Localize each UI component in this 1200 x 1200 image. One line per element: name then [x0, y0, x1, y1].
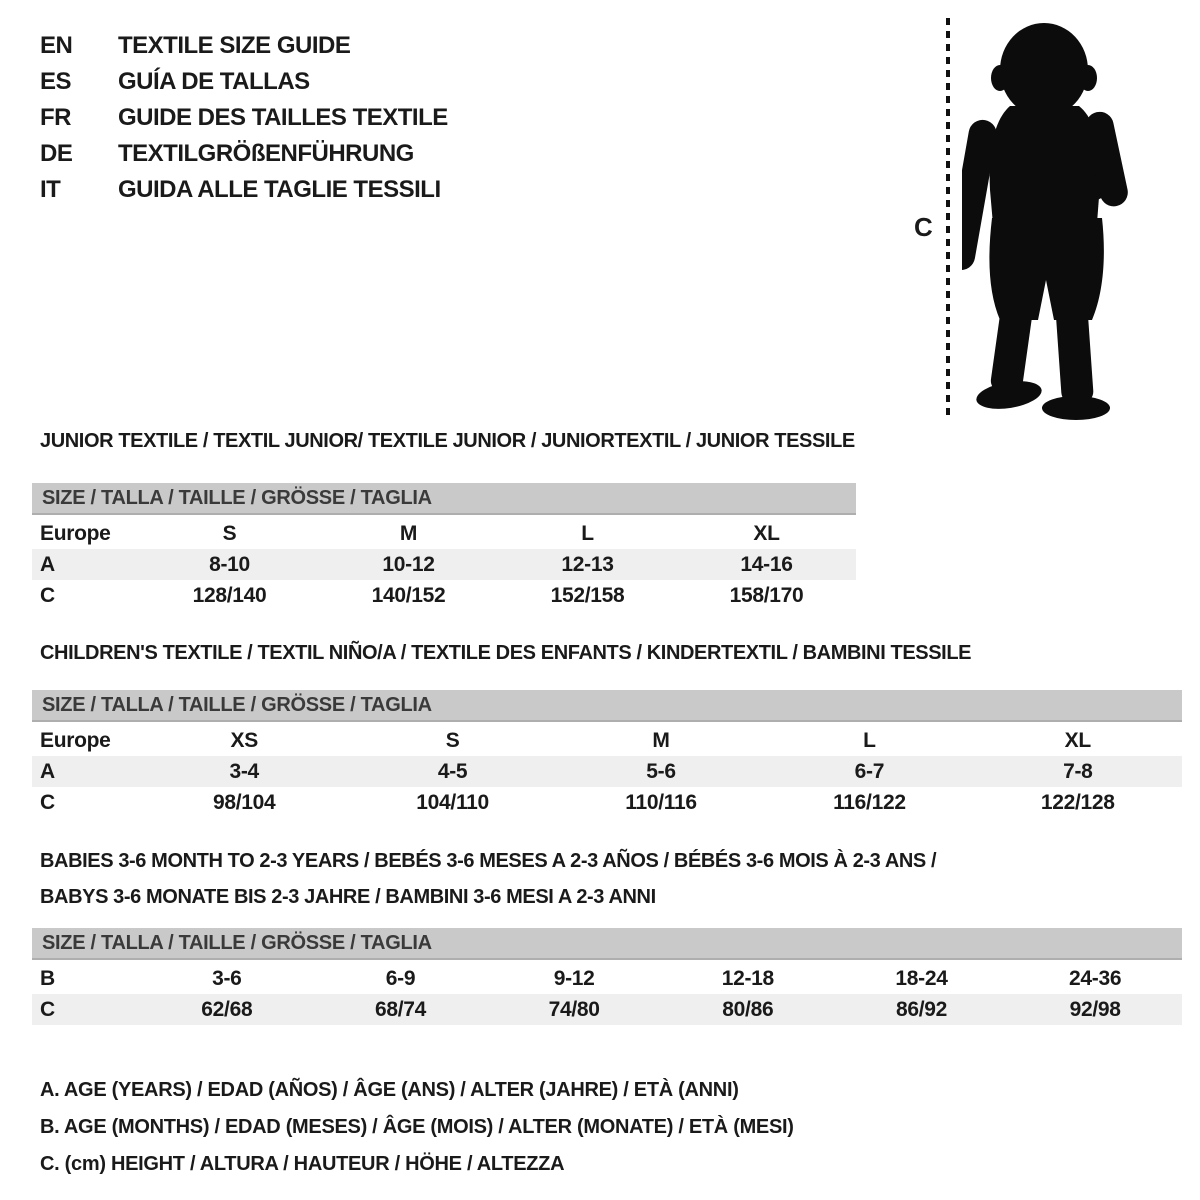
- language-code: FR: [40, 104, 71, 131]
- size-banner: SIZE / TALLA / TAILLE / GRÖSSE / TAGLIA: [32, 928, 1182, 960]
- table-cell: 6-7: [854, 759, 885, 783]
- table-cell: 3-6: [212, 966, 242, 990]
- table-row: [32, 549, 856, 580]
- table-row: [32, 580, 856, 611]
- language-row: [40, 64, 448, 100]
- table-cell: 62/68: [201, 997, 253, 1021]
- language-code: DE: [40, 140, 73, 167]
- height-measure-dashed-line: [946, 18, 950, 418]
- row-label: Europe: [40, 521, 111, 545]
- table-cell: 7-8: [1063, 759, 1093, 783]
- table-cell: 12-13: [561, 552, 614, 576]
- size-banner: SIZE / TALLA / TAILLE / GRÖSSE / TAGLIA: [32, 690, 1182, 722]
- junior-size-table: [32, 483, 856, 611]
- junior-section-title: JUNIOR TEXTILE / TEXTIL JUNIOR/ TEXTILE JUNIOR / JUNIORTEXTIL / JUNIOR TESSILE: [40, 430, 855, 452]
- table-cell: XS: [230, 728, 258, 752]
- table-cell: S: [445, 728, 460, 752]
- table-cell: 68/74: [374, 997, 427, 1021]
- table-cell: 5-6: [646, 759, 676, 783]
- table-row: [32, 787, 1182, 818]
- table-cell: 104/110: [416, 790, 489, 814]
- table-cell: 80/86: [722, 997, 774, 1021]
- table-cell: L: [863, 728, 876, 752]
- language-title: TEXTILE SIZE GUIDE: [118, 32, 351, 59]
- table-cell: 14-16: [740, 552, 793, 576]
- children-section-title: CHILDREN'S TEXTILE / TEXTIL NIÑO/A / TEXTILE DES ENFANTS / KINDERTEXTIL / BAMBINI TESSILE: [40, 642, 972, 664]
- table-cell: 4-5: [437, 759, 468, 783]
- table-header-row: [32, 518, 856, 549]
- table-cell: 140/152: [371, 583, 446, 607]
- row-label: C: [40, 790, 55, 814]
- size-banner: SIZE / TALLA / TAILLE / GRÖSSE / TAGLIA: [32, 483, 856, 515]
- language-row: [40, 136, 448, 172]
- table-cell: 10-12: [382, 552, 435, 576]
- row-label: C: [40, 583, 55, 607]
- language-title-list: [40, 28, 448, 208]
- language-code: ES: [40, 68, 72, 95]
- table-cell: 116/122: [833, 790, 906, 814]
- legend-line-c: C. (cm) HEIGHT / ALTURA / HAUTEUR / HÖHE / ALTEZZA: [40, 1153, 565, 1175]
- table-cell: 128/140: [192, 583, 267, 607]
- row-label: B: [40, 966, 55, 990]
- children-size-table: [32, 690, 1182, 818]
- language-title: TEXTILGRÖßENFÜHRUNG: [118, 140, 414, 167]
- table-cell: M: [399, 521, 418, 545]
- table-cell: XL: [1064, 728, 1091, 752]
- table-cell: 12-18: [721, 966, 774, 990]
- table-cell: 24-36: [1069, 966, 1122, 990]
- language-row: [40, 172, 448, 208]
- table-cell: 92/98: [1069, 997, 1121, 1021]
- language-title: GUIDE DES TAILLES TEXTILE: [118, 104, 448, 131]
- table-cell: L: [581, 521, 594, 545]
- babies-title-line1: BABIES 3-6 MONTH TO 2-3 YEARS / BEBÉS 3-6 MESES A 2-3 AÑOS / BÉBÉS 3-6 MOIS À 2-3 ANS /: [40, 850, 937, 872]
- table-cell: XL: [753, 521, 780, 545]
- table-cell: 98/104: [212, 790, 276, 814]
- toddler-silhouette-icon: [962, 18, 1140, 420]
- row-label: A: [40, 552, 55, 576]
- table-cell: 8-10: [209, 552, 250, 576]
- language-row: [40, 100, 448, 136]
- babies-title-line2: BABYS 3-6 MONATE BIS 2-3 JAHRE / BAMBINI 3-6 MESI A 2-3 ANNI: [40, 886, 656, 908]
- language-title: GUÍA DE TALLAS: [118, 68, 310, 95]
- table-row: [32, 756, 1182, 787]
- table-cell: M: [652, 728, 670, 752]
- language-row: [40, 28, 448, 64]
- table-header-row: [32, 725, 1182, 756]
- table-cell: 3-4: [229, 759, 259, 783]
- table-cell: 158/170: [729, 583, 804, 607]
- legend-line-a: A. AGE (YEARS) / EDAD (AÑOS) / ÂGE (ANS) / ALTER (JAHRE) / ETÀ (ANNI): [40, 1079, 739, 1101]
- language-title: GUIDA ALLE TAGLIE TESSILI: [118, 176, 441, 203]
- table-cell: 74/80: [548, 997, 600, 1021]
- table-cell: 152/158: [550, 583, 625, 607]
- legend: [40, 1072, 794, 1183]
- row-label: Europe: [40, 728, 111, 752]
- table-cell: 18-24: [895, 966, 948, 990]
- table-cell: 110/116: [625, 790, 697, 814]
- babies-section-title: [40, 843, 936, 915]
- language-code: EN: [40, 32, 73, 59]
- language-code: IT: [40, 176, 61, 203]
- table-row: [32, 963, 1182, 994]
- row-label: A: [40, 759, 55, 783]
- table-row: [32, 994, 1182, 1025]
- height-measure-label: C: [914, 212, 933, 242]
- table-cell: 122/128: [1040, 790, 1115, 814]
- table-cell: S: [222, 521, 237, 545]
- table-cell: 86/92: [895, 997, 948, 1021]
- row-label: C: [40, 997, 55, 1021]
- table-cell: 9-12: [553, 966, 595, 990]
- legend-line-b: B. AGE (MONTHS) / EDAD (MESES) / ÂGE (MOIS) / ALTER (MONATE) / ETÀ (MESI): [40, 1116, 794, 1138]
- table-cell: 6-9: [385, 966, 416, 990]
- babies-size-table: [32, 928, 1182, 1025]
